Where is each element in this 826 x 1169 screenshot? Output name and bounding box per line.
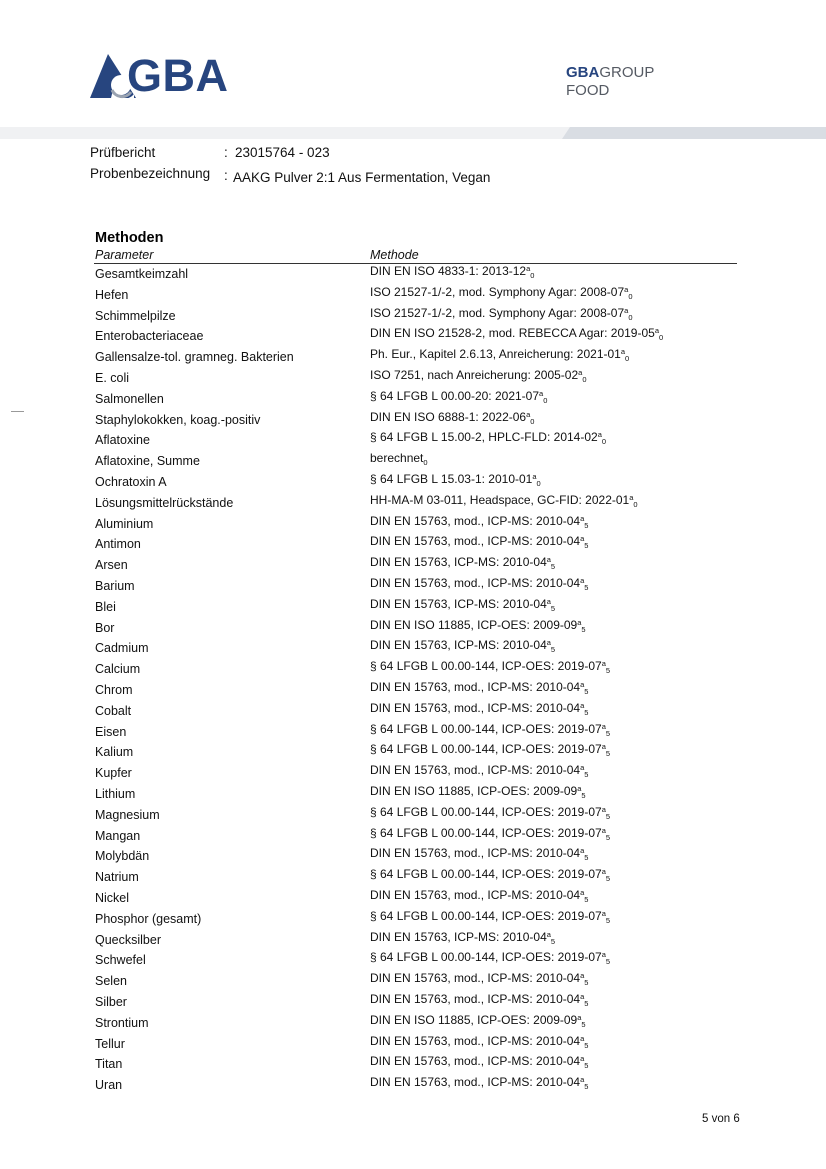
lab-code: 5 xyxy=(584,770,589,780)
method-cell xyxy=(370,1034,588,1050)
lab-code: 0 xyxy=(423,458,428,468)
method-text: DIN EN 15763, mod., ICP-MS: 2010-04 xyxy=(370,576,581,590)
accreditation-mark: a xyxy=(539,388,544,398)
accreditation-mark: a xyxy=(601,659,606,669)
accreditation-mark: a xyxy=(580,971,585,981)
method-cell xyxy=(370,472,541,488)
parameter-cell: Kupfer xyxy=(95,766,132,781)
lab-code: 0 xyxy=(601,437,607,447)
parameter-cell: Barium xyxy=(95,579,135,593)
method-text: DIN EN 15763, ICP-MS: 2010-04 xyxy=(370,638,547,653)
parameter-cell: Uran xyxy=(95,1078,123,1093)
method-text: § 64 LFGB L 00.00-144, ICP-OES: 2019-07 xyxy=(370,721,602,736)
lab-code: 5 xyxy=(584,541,589,551)
method-text: § 64 LFGB L 00.00-144, ICP-OES: 2019-07 xyxy=(370,659,602,674)
parameter-cell: Ochratoxin A xyxy=(95,475,167,489)
parameter-cell: Quecksilber xyxy=(95,932,161,947)
accreditation-mark: a xyxy=(601,825,606,835)
method-text: § 64 LFGB L 00.00-144, ICP-OES: 2019-07 xyxy=(370,950,602,965)
method-text: § 64 LFGB L 00.00-144, ICP-OES: 2019-07 xyxy=(370,804,602,819)
table-row xyxy=(0,722,826,743)
method-text: berechnet xyxy=(370,451,424,466)
method-cell xyxy=(370,368,587,384)
method-cell xyxy=(370,576,588,592)
lab-code: 5 xyxy=(550,603,556,613)
method-text: DIN EN 15763, mod., ICP-MS: 2010-04 xyxy=(370,680,581,694)
lab-code: 5 xyxy=(605,957,611,967)
method-cell xyxy=(370,930,555,946)
accreditation-mark: a xyxy=(601,804,606,814)
table-row xyxy=(0,285,826,306)
accreditation-mark: a xyxy=(526,264,531,273)
lab-code: 5 xyxy=(605,832,611,842)
lab-code: 5 xyxy=(605,915,611,925)
parameter-cell: Molybdän xyxy=(95,849,150,864)
accreditation-mark: a xyxy=(546,638,551,648)
method-cell xyxy=(370,909,610,925)
accreditation-mark: a xyxy=(601,867,606,877)
parameter-cell: Schimmelpilze xyxy=(95,308,176,323)
method-cell xyxy=(370,451,428,467)
parameter-cell: Aflatoxine, Summe xyxy=(95,454,200,469)
method-text: DIN EN ISO 4833-1: 2013-12 xyxy=(370,264,527,278)
method-cell xyxy=(370,805,610,821)
method-text: § 64 LFGB L 00.00-20: 2021-07 xyxy=(370,388,540,403)
logo-wordmark: GBA xyxy=(127,50,229,101)
table-row xyxy=(0,451,826,472)
method-cell xyxy=(370,867,610,883)
accreditation-mark: a xyxy=(654,326,659,336)
table-row xyxy=(0,680,826,701)
method-cell xyxy=(370,430,606,446)
method-cell xyxy=(370,846,588,862)
method-text: § 64 LFGB L 15.03-1: 2010-01 xyxy=(370,472,533,486)
parameter-cell: Salmonellen xyxy=(95,391,164,406)
lab-code: 5 xyxy=(581,624,586,634)
report-colon: : xyxy=(224,145,228,160)
method-cell xyxy=(370,618,586,634)
method-cell xyxy=(370,389,547,405)
lab-code: 5 xyxy=(581,1019,586,1029)
accreditation-mark: a xyxy=(601,908,606,918)
method-text: ISO 21527-1/-2, mod. Symphony Agar: 2008-07 xyxy=(370,305,625,320)
parameter-cell: Nickel xyxy=(95,891,130,905)
accreditation-mark: a xyxy=(601,950,606,960)
table-row xyxy=(0,493,826,514)
accreditation-mark: a xyxy=(601,742,606,752)
lab-code: 5 xyxy=(605,666,611,676)
method-cell xyxy=(370,326,663,342)
group-brand-sub: FOOD xyxy=(566,82,610,99)
accreditation-mark: a xyxy=(580,1033,585,1043)
table-row xyxy=(0,347,826,368)
table-row xyxy=(0,514,826,535)
lab-code: 5 xyxy=(584,583,589,592)
parameter-cell: Aluminium xyxy=(95,516,154,531)
accreditation-mark: a xyxy=(620,347,626,357)
method-cell xyxy=(370,285,633,301)
method-text: DIN EN 15763, mod., ICP-MS: 2010-04 xyxy=(370,1075,581,1090)
table-row xyxy=(0,1034,826,1055)
lab-code: 0 xyxy=(530,416,535,426)
method-cell xyxy=(370,534,588,550)
table-row xyxy=(0,971,826,992)
accreditation-mark: a xyxy=(601,721,606,731)
parameter-cell: Gallensalze-tol. gramneg. Bakterien xyxy=(95,350,294,365)
accreditation-mark: a xyxy=(580,680,585,689)
group-brand-word: GROUP xyxy=(599,64,655,81)
method-text: DIN EN ISO 11885, ICP-OES: 2009-09 xyxy=(370,1012,578,1027)
lab-code: 5 xyxy=(584,1040,589,1050)
table-row xyxy=(0,846,826,867)
lab-code: 5 xyxy=(605,811,611,821)
method-text: DIN EN 15763, mod., ICP-MS: 2010-04 xyxy=(370,846,581,861)
method-text: DIN EN 15763, ICP-MS: 2010-04 xyxy=(370,596,547,611)
lab-code: 5 xyxy=(584,1082,589,1092)
table-row xyxy=(0,867,826,888)
accreditation-mark: a xyxy=(546,555,551,565)
method-text: DIN EN 15763, mod., ICP-MS: 2010-04 xyxy=(370,513,581,528)
accreditation-mark: a xyxy=(624,284,629,294)
accreditation-mark: a xyxy=(580,763,585,773)
method-text: DIN EN ISO 11885, ICP-OES: 2009-09 xyxy=(370,784,578,798)
column-header-method: Methode xyxy=(370,248,419,262)
accreditation-mark: a xyxy=(577,617,582,627)
method-cell xyxy=(370,742,610,758)
accreditation-mark: a xyxy=(526,409,531,419)
parameter-cell: Aflatoxine xyxy=(95,433,150,448)
method-text: DIN EN 15763, ICP-MS: 2010-04 xyxy=(370,555,547,570)
table-row xyxy=(0,618,826,639)
table-row xyxy=(0,930,826,951)
accreditation-mark: a xyxy=(546,596,551,606)
lab-code: 5 xyxy=(605,749,611,759)
table-row xyxy=(0,389,826,410)
group-brand-name: GBA xyxy=(566,64,600,81)
lab-code: 5 xyxy=(550,562,556,572)
table-row xyxy=(0,701,826,722)
accreditation-mark: a xyxy=(578,368,583,377)
method-cell xyxy=(370,410,534,426)
table-row xyxy=(0,472,826,493)
method-cell xyxy=(370,264,534,280)
accreditation-mark: a xyxy=(580,700,585,710)
accreditation-mark: a xyxy=(629,492,634,502)
group-brand xyxy=(566,64,654,100)
method-cell xyxy=(370,597,555,613)
table-row xyxy=(0,597,826,618)
method-cell xyxy=(370,763,588,779)
accreditation-mark: a xyxy=(580,534,585,544)
table-row xyxy=(0,826,826,847)
method-text: DIN EN 15763, mod., ICP-MS: 2010-04 xyxy=(370,1054,581,1069)
method-cell xyxy=(370,784,586,800)
table-row xyxy=(0,659,826,680)
method-cell xyxy=(370,555,555,571)
lab-code: 5 xyxy=(584,687,589,696)
page-header xyxy=(0,0,826,140)
parameter-cell: Chrom xyxy=(95,683,133,697)
method-text: § 64 LFGB L 00.00-144, ICP-OES: 2019-07 xyxy=(370,742,602,757)
parameter-cell: E. coli xyxy=(95,371,130,385)
table-row xyxy=(0,326,826,347)
lab-code: 0 xyxy=(543,395,548,405)
method-cell xyxy=(370,1054,588,1070)
sample-colon: : xyxy=(224,168,228,183)
accreditation-mark: a xyxy=(580,846,585,856)
table-row xyxy=(0,805,826,826)
lab-code: 5 xyxy=(584,999,589,1008)
parameter-cell: Lithium xyxy=(95,787,136,801)
parameter-cell: Blei xyxy=(95,599,116,614)
lab-code: 5 xyxy=(584,853,589,863)
lab-code: 0 xyxy=(633,499,638,509)
table-row xyxy=(0,576,826,597)
parameter-cell: Antimon xyxy=(95,537,141,552)
lab-code: 5 xyxy=(584,1061,589,1071)
report-number: 23015764 - 023 xyxy=(235,145,330,160)
accreditation-mark: a xyxy=(580,576,585,585)
method-cell xyxy=(370,888,588,904)
method-text: DIN EN 15763, mod., ICP-MS: 2010-04 xyxy=(370,763,581,778)
method-text: DIN EN 15763, mod., ICP-MS: 2010-04 xyxy=(370,971,581,986)
method-cell xyxy=(370,971,588,987)
accreditation-mark: a xyxy=(580,888,585,897)
lab-code: 0 xyxy=(536,479,541,488)
method-text: § 64 LFGB L 00.00-144, ICP-OES: 2019-07 xyxy=(370,867,602,882)
method-cell xyxy=(370,1075,588,1091)
parameter-cell: Enterobacteriaceae xyxy=(95,329,204,344)
table-row xyxy=(0,909,826,930)
method-cell xyxy=(370,638,555,654)
table-row xyxy=(0,950,826,971)
accreditation-mark: a xyxy=(546,929,551,939)
accreditation-mark: a xyxy=(580,992,585,1001)
accreditation-mark: a xyxy=(580,1054,585,1064)
table-row xyxy=(0,638,826,659)
table-row xyxy=(0,410,826,431)
method-text: DIN EN 15763, mod., ICP-MS: 2010-04 xyxy=(370,888,581,902)
lab-code: 5 xyxy=(584,978,589,988)
table-row xyxy=(0,264,826,285)
method-cell xyxy=(370,1013,586,1029)
method-cell xyxy=(370,347,629,363)
method-text: DIN EN 15763, mod., ICP-MS: 2010-04 xyxy=(370,992,581,1006)
method-cell xyxy=(370,722,610,738)
method-text: § 64 LFGB L 00.00-144, ICP-OES: 2019-07 xyxy=(370,825,602,840)
table-row xyxy=(0,1054,826,1075)
margin-mark xyxy=(11,411,24,412)
method-cell xyxy=(370,992,588,1008)
parameter-cell: Strontium xyxy=(95,1015,149,1030)
sample-name: AAKG Pulver 2:1 Aus Fermentation, Vegan xyxy=(233,170,491,185)
table-row xyxy=(0,1075,826,1096)
method-cell xyxy=(370,950,610,966)
lab-code: 5 xyxy=(605,728,611,738)
lab-code: 0 xyxy=(530,271,535,280)
method-text: DIN EN ISO 11885, ICP-OES: 2009-09 xyxy=(370,617,578,632)
parameter-cell: Lösungsmittelrückstände xyxy=(95,495,234,510)
method-cell xyxy=(370,680,588,696)
parameter-cell: Schwefel xyxy=(95,953,146,968)
lab-code: 0 xyxy=(658,333,664,343)
header-band xyxy=(0,127,826,139)
method-cell xyxy=(370,306,633,322)
method-text: DIN EN 15763, mod., ICP-MS: 2010-04 xyxy=(370,534,581,549)
method-text: ISO 7251, nach Anreicherung: 2005-02 xyxy=(370,368,579,382)
table-row xyxy=(0,534,826,555)
parameter-cell: Magnesium xyxy=(95,807,160,822)
accreditation-mark: a xyxy=(624,305,629,315)
method-cell xyxy=(370,701,588,717)
accreditation-mark: a xyxy=(577,784,582,793)
table-row xyxy=(0,555,826,576)
parameter-cell: Titan xyxy=(95,1057,123,1072)
lab-code: 5 xyxy=(550,645,556,655)
page-number: 5 von 6 xyxy=(702,1113,740,1125)
accreditation-mark: a xyxy=(597,430,602,440)
table-row xyxy=(0,368,826,389)
lab-code: 0 xyxy=(582,375,587,384)
accreditation-mark: a xyxy=(580,513,585,523)
method-text: § 64 LFGB L 00.00-144, ICP-OES: 2019-07 xyxy=(370,908,602,923)
method-text: DIN EN ISO 21528-2, mod. REBECCA Agar: 2019-05 xyxy=(370,326,655,341)
parameter-cell: Tellur xyxy=(95,1036,125,1051)
lab-code: 5 xyxy=(550,936,556,946)
column-header-parameter: Parameter xyxy=(95,248,154,262)
method-text: DIN EN 15763, mod., ICP-MS: 2010-04 xyxy=(370,700,581,715)
method-text: Ph. Eur., Kapitel 2.6.13, Anreicherung: 2021-01 xyxy=(370,347,621,362)
parameter-cell: Cadmium xyxy=(95,641,149,656)
parameter-cell: Phosphor (gesamt) xyxy=(95,911,202,926)
table-row xyxy=(0,763,826,784)
lab-code: 5 xyxy=(605,874,611,884)
method-cell xyxy=(370,493,638,509)
parameter-cell: Silber xyxy=(95,995,127,1009)
report-label: Prüfbericht xyxy=(90,145,156,160)
accreditation-mark: a xyxy=(532,472,537,481)
lab-code: 5 xyxy=(581,791,586,800)
parameter-cell: Natrium xyxy=(95,870,139,885)
parameter-cell: Arsen xyxy=(95,558,128,573)
method-text: DIN EN ISO 6888-1: 2022-06 xyxy=(370,409,527,424)
table-row xyxy=(0,430,826,451)
method-cell xyxy=(370,826,610,842)
table-row xyxy=(0,784,826,805)
parameter-cell: Calcium xyxy=(95,662,141,677)
method-cell xyxy=(370,659,610,675)
parameter-cell: Selen xyxy=(95,974,127,989)
table-row xyxy=(0,888,826,909)
parameter-cell: Kalium xyxy=(95,745,134,760)
method-text: DIN EN 15763, ICP-MS: 2010-04 xyxy=(370,929,547,944)
accreditation-mark: a xyxy=(577,1012,582,1022)
parameter-cell: Cobalt xyxy=(95,703,132,718)
table-row xyxy=(0,306,826,327)
lab-code: 5 xyxy=(584,520,589,530)
method-cell xyxy=(370,514,588,530)
section-title: Methoden xyxy=(95,230,164,246)
parameter-cell: Bor xyxy=(95,620,115,635)
table-row xyxy=(0,992,826,1013)
accreditation-mark: a xyxy=(580,1075,585,1085)
parameter-cell: Hefen xyxy=(95,287,129,302)
table-row xyxy=(0,742,826,763)
method-text: DIN EN 15763, mod., ICP-MS: 2010-04 xyxy=(370,1033,581,1048)
parameter-cell: Gesamtkeimzahl xyxy=(95,267,189,281)
lab-code: 5 xyxy=(584,895,589,904)
lab-code: 0 xyxy=(625,354,630,364)
method-text: ISO 21527-1/-2, mod. Symphony Agar: 2008-07 xyxy=(370,284,625,299)
sample-label: Probenbezeichnung xyxy=(90,166,211,181)
method-text: HH-MA-M 03-011, Headspace, GC-FID: 2022-01 xyxy=(370,492,630,507)
lab-code: 0 xyxy=(628,291,633,301)
lab-code: 5 xyxy=(584,707,589,717)
lab-code: 0 xyxy=(628,312,633,322)
parameter-cell: Mangan xyxy=(95,828,141,843)
method-text: § 64 LFGB L 15.00-2, HPLC-FLD: 2014-02 xyxy=(370,430,598,445)
parameter-cell: Eisen xyxy=(95,724,127,739)
parameter-cell: Staphylokokken, koag.-positiv xyxy=(95,412,261,427)
table-row xyxy=(0,1013,826,1034)
